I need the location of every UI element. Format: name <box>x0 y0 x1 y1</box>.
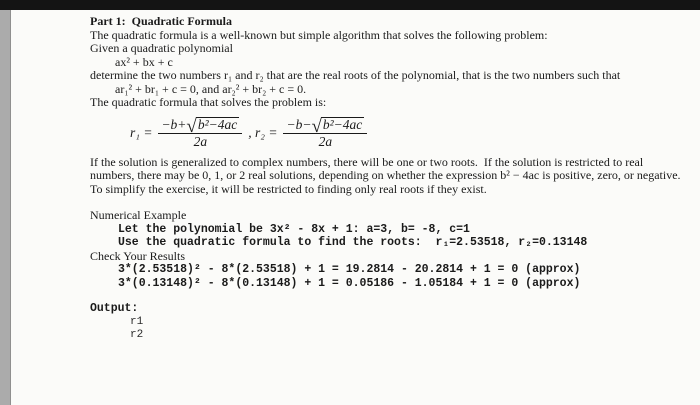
r1-label: r₁ = <box>130 124 153 140</box>
example-code-line-1: Let the polynomial be 3x² - 8x + 1: a=3, b= -8, c=1 <box>118 222 470 236</box>
page-left-edge <box>0 10 11 405</box>
document-page <box>90 15 685 343</box>
window-top-bar <box>0 0 700 10</box>
quadratic-formula <box>130 110 685 156</box>
example-code-line-2: Use the quadratic formula to find the roots: r₁=2.53518, r₂=0.13148 <box>118 236 588 249</box>
determine-line: determine the two numbers r₁ and r₂ that are the real roots of the polynomial, that is the two numbers such that <box>90 68 621 82</box>
r2-label: , r₂ = <box>248 124 278 140</box>
radicand-1: b²−4ac <box>197 117 238 133</box>
fraction-2 <box>283 116 367 149</box>
output-heading: Output: <box>90 302 139 315</box>
roots-equations: ar₁² + br₁ + c = 0, and ar₂² + br₂ + c = 0. <box>115 81 307 96</box>
check-line-1: 3*(2.53518)² - 8*(2.53518) + 1 = 19.2814 - 20.2814 + 1 = 0 (approx) <box>118 263 581 276</box>
check-line-2: 3*(0.13148)² - 8*(0.13148) + 1 = 0.05186 - 1.05184 + 1 = 0 (approx) <box>118 276 581 290</box>
radical-sign-1: √ <box>186 116 197 138</box>
numerator-1 <box>158 116 242 138</box>
part-title: Part 1: Quadratic Formula <box>90 14 232 28</box>
solutions-paragraph: If the solution is generalized to complex numbers, there will be one or two roots. If the solution is restricted to real numbers, there may be 0, 1, or 2 real solutions, depending on whether the expression b² − 4ac is positive, zero, or negative. To simplify the exercise, it will be restricted to finding only real roots if they exist. <box>90 154 687 196</box>
fraction-1 <box>158 116 242 149</box>
given-line: Given a quadratic polynomial <box>90 41 233 55</box>
check-results-heading: Check Your Results <box>90 248 186 263</box>
polynomial-expression: ax² + bx + c <box>115 54 173 69</box>
intro-line: The quadratic formula is a well-known but simple algorithm that solves the following problem: <box>90 27 548 42</box>
denominator-2: 2a <box>318 134 333 150</box>
numerator-1-prefix: −b+ <box>161 117 187 133</box>
output-line-r1: r1 <box>130 315 144 328</box>
radical-sign-2: √ <box>311 116 322 138</box>
radicand-2: b²−4ac <box>322 117 363 133</box>
spacer <box>90 290 685 302</box>
output-line-r2: r2 <box>130 329 144 341</box>
numerator-2 <box>283 116 367 138</box>
numerical-example-heading: Numerical Example <box>90 208 187 222</box>
formula-intro-line: The quadratic formula that solves the problem is: <box>90 95 327 109</box>
denominator-1: 2a <box>193 134 208 150</box>
numerator-2-prefix: −b− <box>286 117 312 133</box>
